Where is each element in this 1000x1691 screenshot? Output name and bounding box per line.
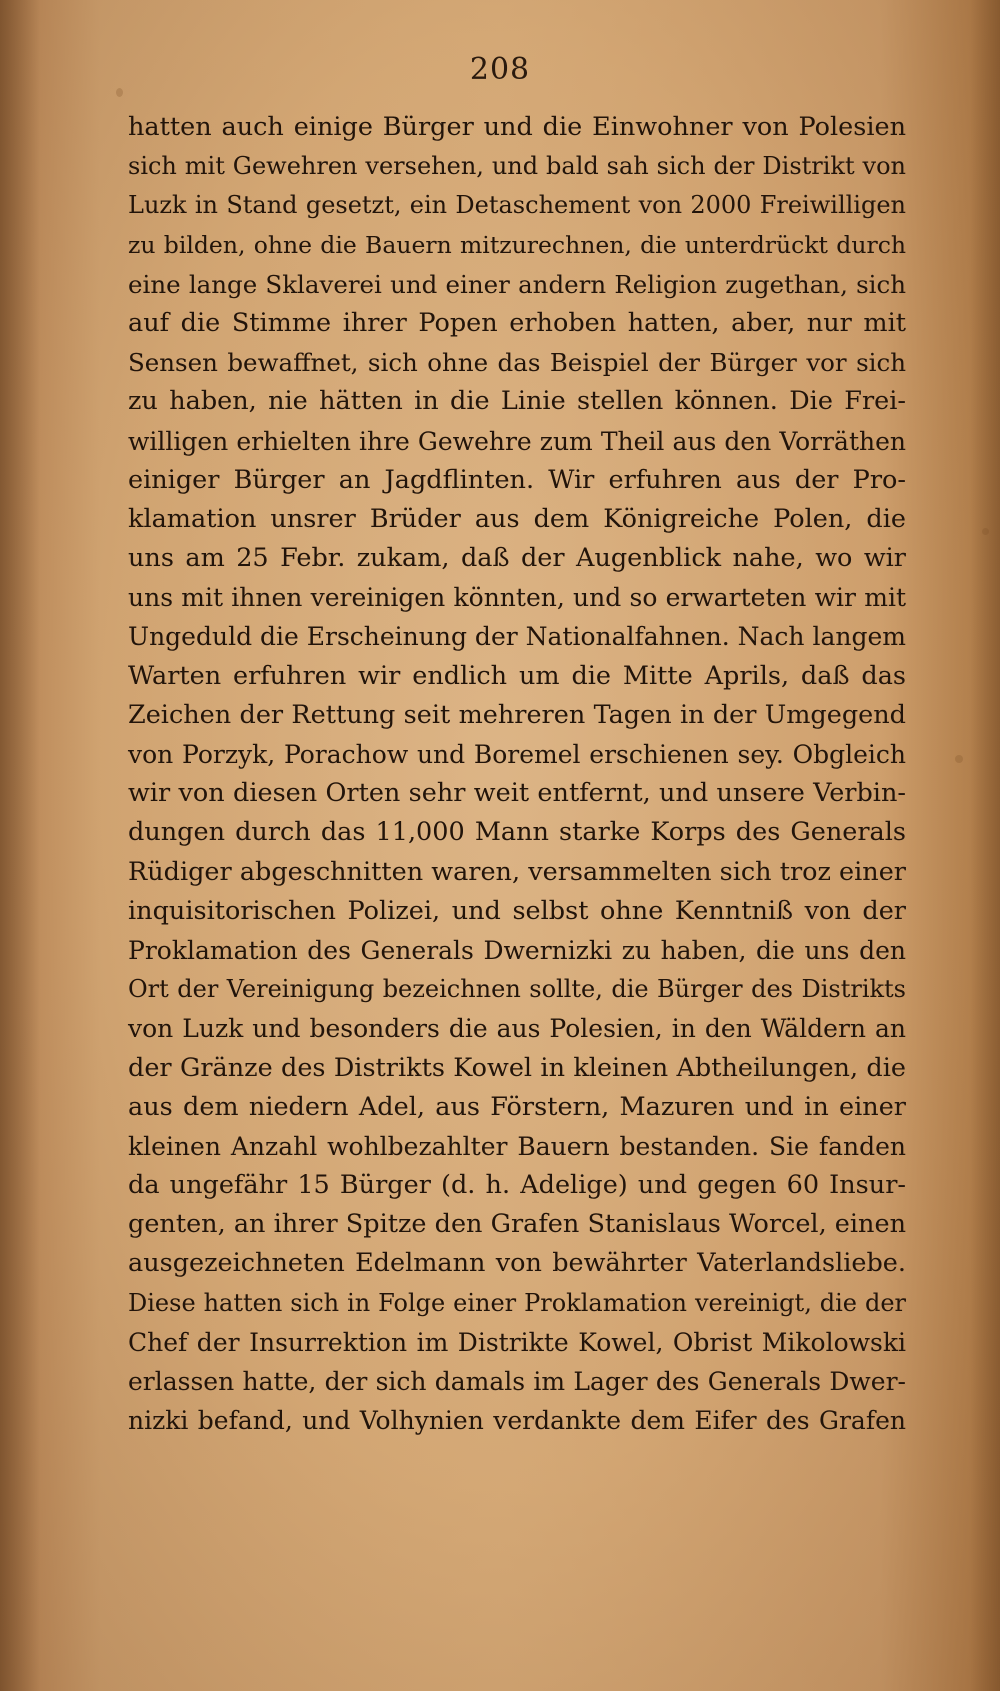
text-line: wir von diesen Orten sehr weit entfernt, und unsere Verbin- bbox=[128, 778, 906, 809]
text-line: Diese hatten sich in Folge einer Proklamation vereinigt, die der bbox=[128, 1288, 906, 1317]
text-line: klamation unsrer Brüder aus dem Königreiche Polen, die bbox=[128, 503, 906, 534]
text-line: Ort der Vereinigung bezeichnen sollte, die Bürger des Distrikts bbox=[128, 975, 906, 1004]
text-line: Zeichen der Rettung seit mehreren Tagen in der Umgegend bbox=[128, 699, 906, 730]
page-edge-shadow bbox=[970, 0, 1000, 1691]
text-line: Luzk in Stand gesetzt, ein Detaschement von 2000 Freiwilligen bbox=[128, 191, 906, 220]
text-line: uns mit ihnen vereinigen könnten, und so erwarteten wir mit bbox=[128, 583, 906, 613]
text-line: ausgezeichneten Edelmann von bewährter Vaterlandsliebe. bbox=[128, 1248, 906, 1279]
foxing-spot bbox=[116, 88, 123, 97]
text-line: genten, an ihrer Spitze den Grafen Stanislaus Worcel, einen bbox=[128, 1209, 906, 1240]
text-line: sich mit Gewehren versehen, und bald sah sich der Distrikt von bbox=[128, 152, 906, 181]
text-line: hatten auch einige Bürger und die Einwohner von Polesien bbox=[128, 112, 906, 142]
text-line: eine lange Sklaverei und einer andern Religion zugethan, sich bbox=[128, 269, 906, 299]
text-line: von Porzyk, Porachow und Boremel erschienen sey. Obgleich bbox=[128, 740, 906, 769]
text-line: kleinen Anzahl wohlbezahlter Bauern bestanden. Sie fanden bbox=[128, 1131, 906, 1161]
text-line: nizki befand, und Volhynien verdankte dem Eifer des Grafen bbox=[128, 1406, 906, 1436]
foxing-spot bbox=[982, 528, 989, 535]
text-line: von Luzk und besonders die aus Polesien, in den Wäldern an bbox=[128, 1014, 906, 1044]
text-line: aus dem niedern Adel, aus Förstern, Mazuren und in einer bbox=[128, 1091, 906, 1122]
text-line: der Gränze des Distrikts Kowel in kleinen Abtheilungen, die bbox=[128, 1052, 906, 1083]
text-line: Sensen bewaffnet, sich ohne das Beispiel der Bürger vor sich bbox=[128, 348, 906, 378]
text-line: erlassen hatte, der sich damals im Lager des Generals Dwer- bbox=[128, 1367, 906, 1396]
text-line: Warten erfuhren wir endlich um die Mitte Aprils, daß das bbox=[128, 660, 906, 691]
body-text bbox=[128, 108, 906, 1440]
text-line: zu bilden, ohne die Bauern mitzurechnen, die unterdrückt durch bbox=[128, 230, 906, 259]
foxing-spot bbox=[955, 755, 963, 763]
text-line: inquisitorischen Polizei, und selbst ohne Kenntniß von der bbox=[128, 895, 906, 926]
text-line: Chef der Insurrektion im Distrikte Kowel, Obrist Mikolowski bbox=[128, 1327, 906, 1357]
spine-shadow bbox=[0, 0, 40, 1691]
text-line: einiger Bürger an Jagdflinten. Wir erfuhren aus der Pro- bbox=[128, 464, 906, 495]
text-line: dungen durch das 11,000 Mann starke Korps des Generals bbox=[128, 817, 906, 848]
text-line: Proklamation des Generals Dwernizki zu haben, die uns den bbox=[128, 935, 906, 965]
text-line: da ungefähr 15 Bürger (d. h. Adelige) und gegen 60 Insur- bbox=[128, 1170, 906, 1201]
text-line: willigen erhielten ihre Gewehre zum Theil aus den Vorräthen bbox=[128, 426, 906, 456]
text-line: Rüdiger abgeschnitten waren, versammelten sich troz einer bbox=[128, 856, 906, 887]
text-line: uns am 25 Febr. zukam, daß der Augenblick nahe, wo wir bbox=[128, 543, 906, 574]
text-line: zu haben, nie hätten in die Linie stellen können. Die Frei- bbox=[128, 386, 906, 417]
page-number: 208 bbox=[469, 52, 531, 87]
text-line: auf die Stimme ihrer Popen erhoben hatten, aber, nur mit bbox=[128, 307, 906, 338]
text-line: Ungeduld die Erscheinung der Nationalfahnen. Nach langem bbox=[128, 622, 906, 652]
